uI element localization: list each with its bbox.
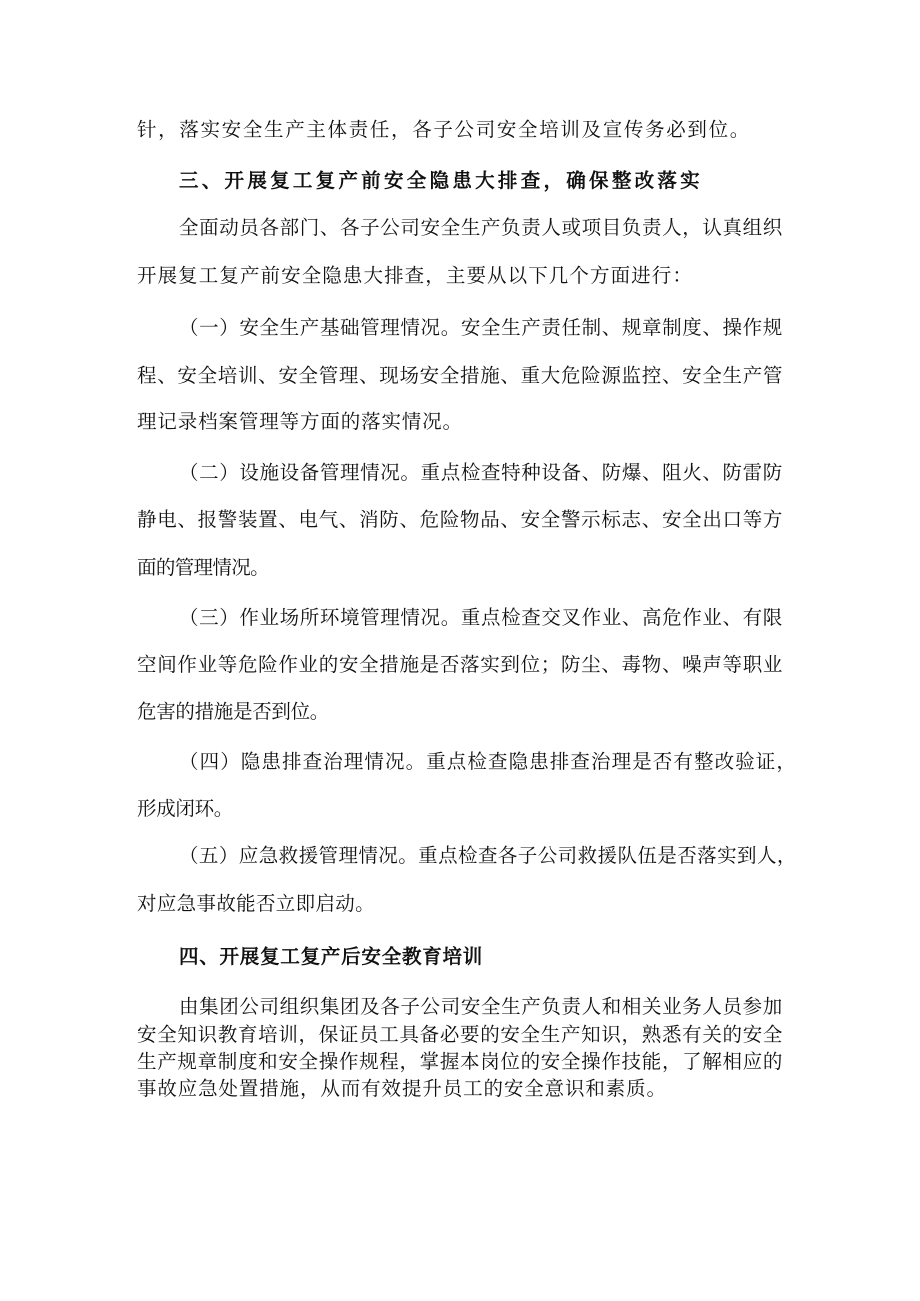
section-4-line-2: 安全知识教育培训，保证员工具备必要的安全生产知识，熟悉有关的安全 (137, 1023, 784, 1046)
item-2-line-2: 静电、报警装置、电气、消防、危险物品、安全警示标志、安全出口等方 (137, 508, 784, 531)
item-2-line-3: 面的管理情况。 (137, 556, 269, 579)
section-4-line-3: 生产规章制度和安全操作规程，掌握本岗位的安全操作技能，了解相应的 (137, 1050, 784, 1073)
section-4-line-1: 由集团公司组织集团及各子公司安全生产负责人和相关业务人员参加 (179, 995, 783, 1018)
paragraph-intro-line-1: 全面动员各部门、各子公司安全生产负责人或项目负责人，认真组织 (179, 216, 783, 239)
section-heading-4: 四、开展复工复产后安全教育培训 (179, 945, 484, 968)
section-4-line-4: 事故应急处置措施，从而有效提升员工的安全意识和素质。 (137, 1077, 667, 1100)
item-4-line-1: （四）隐患排查治理情况。重点检查隐患排查治理是否有整改验证， (179, 750, 798, 773)
section-heading-3: 三、开展复工复产前安全隐患大排查，确保整改落实 (179, 169, 703, 192)
item-5-line-2: 对应急事故能否立即启动。 (137, 892, 375, 915)
body-line-continuation: 针，落实安全生产主体责任，各子公司安全培训及宣传务必到位。 (137, 118, 751, 141)
item-5-line-1: （五）应急救援管理情况。重点检查各子公司救援队伍是否落实到人， (179, 844, 797, 867)
item-2-line-1: （二）设施设备管理情况。重点检查特种设备、防爆、阻火、防雷防 (179, 461, 783, 484)
item-1-line-2: 程、安全培训、安全管理、现场安全措施、重大危险源监控、安全生产管 (137, 364, 784, 387)
item-1-line-1: （一）安全生产基础管理情况。安全生产责任制、规章制度、操作规 (179, 316, 783, 339)
item-3-line-1: （三）作业场所环境管理情况。重点检查交叉作业、高危作业、有限 (179, 606, 783, 629)
item-3-line-2: 空间作业等危险作业的安全措施是否落实到位；防尘、毒物、噪声等职业 (137, 653, 784, 676)
paragraph-intro-line-2: 开展复工复产前安全隐患大排查，主要从以下几个方面进行： (137, 264, 693, 287)
item-3-line-3: 危害的措施是否到位。 (137, 700, 330, 723)
item-1-line-3: 理记录档案管理等方面的落实情况。 (137, 410, 463, 433)
item-4-line-2: 形成闭环。 (137, 797, 234, 820)
